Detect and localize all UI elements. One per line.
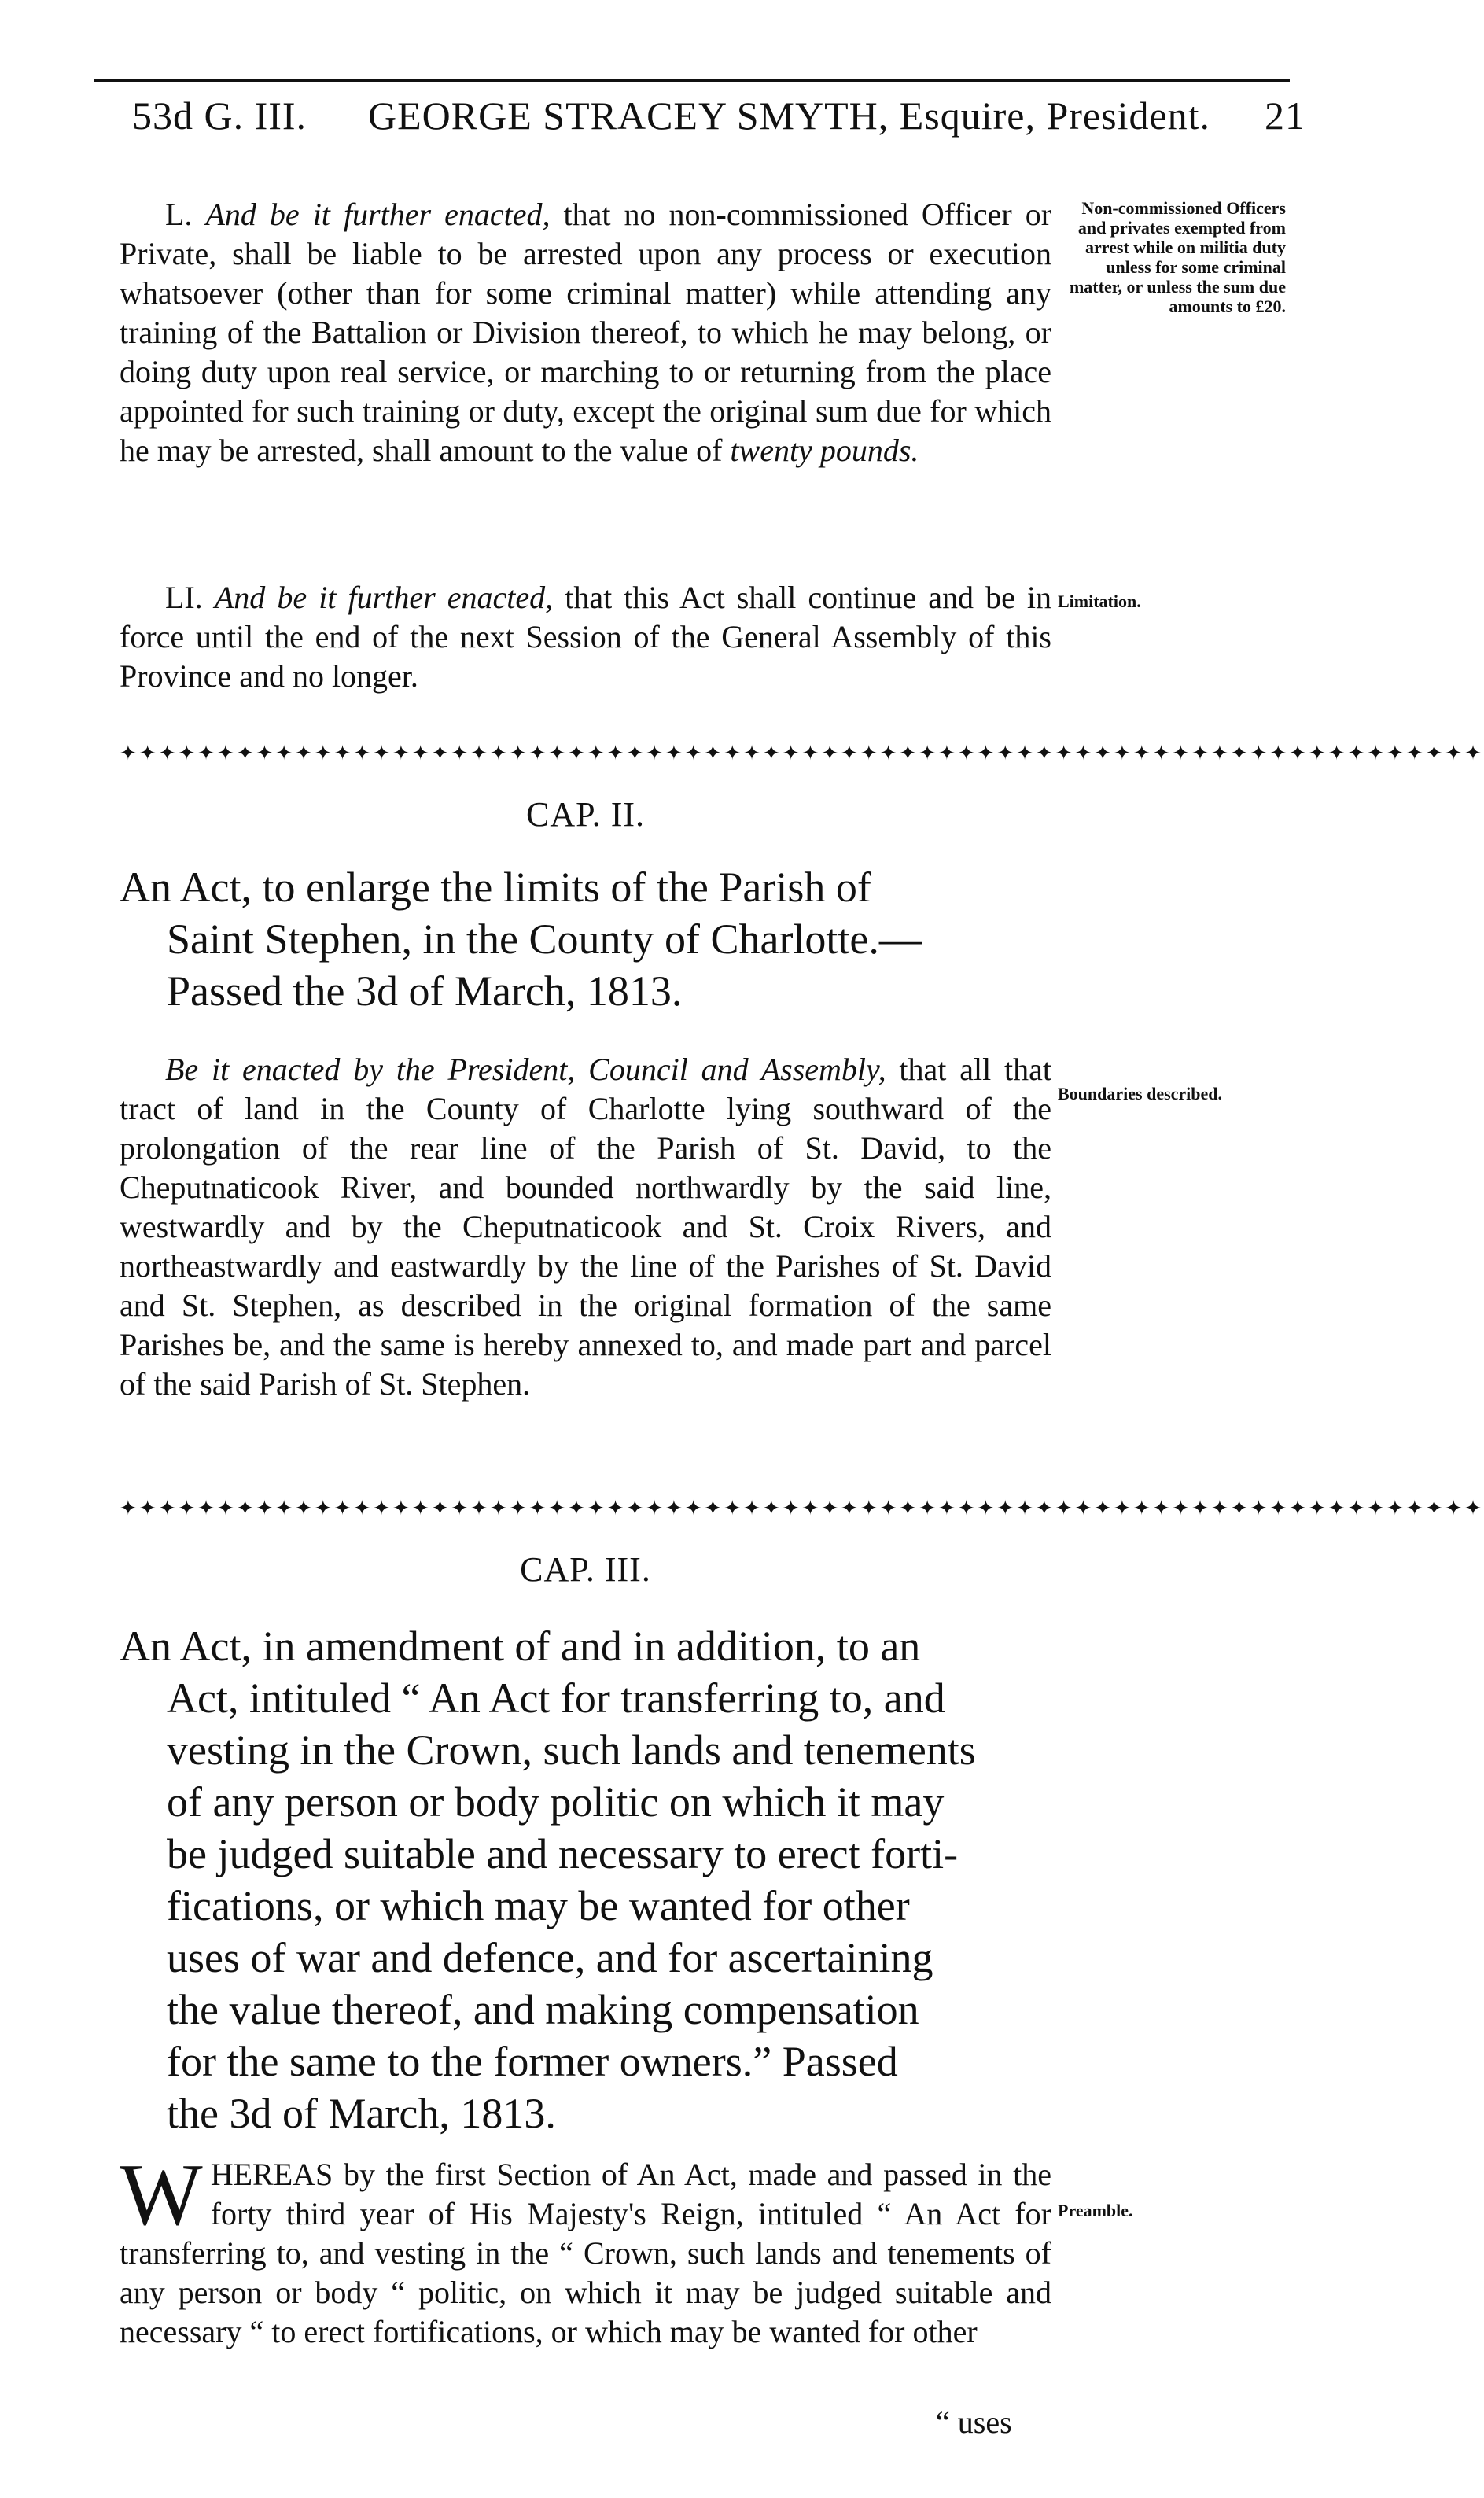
header-title: GEORGE STRACEY SMYTH, Esquire, President.	[368, 94, 1211, 138]
section-text-italic: twenty pounds.	[730, 433, 919, 468]
regnal-year: 53d G. III.	[132, 94, 307, 138]
cap-ii-title	[120, 861, 1051, 1017]
title-line: An Act, in amendment of and in addition, to an	[120, 1623, 921, 1670]
cap-ii-text: that all that tract of land in the County of Charlotte lying southward of the prolongation of the rear line of the Parish of St. David, to the Cheputnaticook River, and bounded northwardly by the said line, westwardly and by the Cheputnaticook and St. Croix Rivers, and northeastwardly and eastwardly by the line of the Parishes of St. David and St. Stephen, as described in the original formation of the same Parishes be, and the same is hereby annexed to, and made part and parcel of the said Parish of St. Stephen.	[120, 1052, 1052, 1402]
title-line: fications, or which may be wanted for other	[167, 1882, 910, 1929]
margin-note-preamble: Preamble.	[1058, 2201, 1133, 2220]
title-line: the 3d of March, 1813.	[167, 2090, 556, 2137]
cap-iii-title	[120, 1620, 1051, 2139]
title-line: vesting in the Crown, such lands and tenements	[167, 1726, 976, 1774]
enacting-phrase: And be it further enacted,	[205, 197, 551, 232]
section-numeral: LI.	[165, 580, 203, 615]
cap-iii-preamble	[120, 2146, 1051, 2352]
cap-iii-heading: CAP. III.	[520, 1550, 651, 1589]
page-number: 21	[1265, 94, 1305, 138]
section-text: that this Act shall continue and be in force until the end of the next Session of the General Assembly of this Province and no longer.	[120, 580, 1052, 694]
title-line: Saint Stephen, in the County of Charlotte.—	[167, 916, 922, 963]
enacting-phrase: And be it further enacted,	[214, 580, 554, 615]
enacting-clause: Be it enacted by the President, Council and Assembly,	[165, 1052, 886, 1087]
margin-note-boundaries: Boundaries described.	[1058, 1084, 1223, 1103]
margin-note-limitation: Limitation.	[1058, 591, 1141, 611]
title-line: Passed the 3d of March, 1813.	[167, 967, 683, 1015]
title-line: the value thereof, and making compensation	[167, 1986, 919, 2033]
title-line: uses of war and defence, and for ascertaining	[167, 1934, 933, 1981]
cap-ii-body	[120, 1050, 1051, 1404]
header-rule	[94, 79, 1290, 82]
title-line: for the same to the former owners.” Passed	[167, 2038, 898, 2085]
title-line: An Act, to enlarge the limits of the Parish of	[120, 864, 871, 911]
section-text: that no non-commissioned Officer or Private, shall be liable to be arrested upon any process or execution whatsoever (other than for some criminal matter) while attending any training of the Battalion or Division thereof, to which he may belong, or doing duty upon real service, or marching to or returning from the place appointed for such training or duty, except the original sum due for which he may be arrested, shall amount to the value of	[120, 197, 1052, 468]
drop-cap: W	[120, 2146, 203, 2244]
ornamental-separator: ✦✦✦✦✦✦✦✦✦✦✦✦✦✦✦✦✦✦✦✦✦✦✦✦✦✦✦✦✦✦✦✦✦✦✦✦✦✦✦✦✦✦✦✦✦✦✦✦✦✦✦✦✦✦✦✦✦✦✦✦✦✦✦✦✦✦✦✦✦✦	[120, 1497, 1484, 1520]
margin-note-exemption: Non-commissioned Officers and privates exempted from arrest while on militia duty unless for some criminal matter, or unless the sum due amounts to £20.	[1069, 198, 1286, 316]
running-header	[132, 93, 1305, 140]
ornamental-separator: ✦✦✦✦✦✦✦✦✦✦✦✦✦✦✦✦✦✦✦✦✦✦✦✦✦✦✦✦✦✦✦✦✦✦✦✦✦✦✦✦✦✦✦✦✦✦✦✦✦✦✦✦✦✦✦✦✦✦✦✦✦✦✦✦✦✦✦✦✦✦	[120, 742, 1484, 765]
section-numeral: L.	[165, 197, 193, 232]
cap-ii-heading: CAP. II.	[525, 795, 646, 834]
section-l	[120, 195, 1051, 470]
preamble-text: HEREAS by the first Section of An Act, made and passed in the forty third year of His Majesty's Reign, intituled “ An Act for transferring to, and vesting in the “ Crown, such lands and tenements of any person or body “ politic, on which it may be judged suitable and necessary “ to erect fortifications, or which may be wanted for other	[120, 2157, 1051, 2349]
title-line: of any person or body politic on which it may	[167, 1778, 945, 1826]
section-li	[120, 578, 1051, 696]
catchword: “ uses	[936, 2404, 1012, 2440]
title-line: be judged suitable and necessary to erect forti-	[167, 1830, 959, 1877]
title-line: Act, intituled “ An Act for transferring to, and	[167, 1675, 945, 1722]
